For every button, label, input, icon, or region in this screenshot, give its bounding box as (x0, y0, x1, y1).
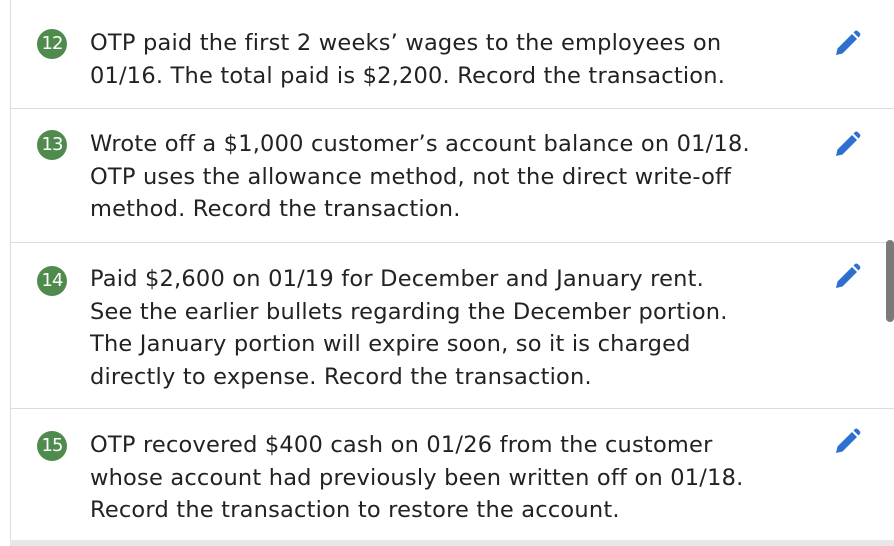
pencil-icon[interactable] (833, 428, 861, 456)
transaction-text: OTP recovered $400 cash on 01/26 from the customer whose account had previously been written off on 01/18. Record the transaction to restore the account. (90, 432, 744, 523)
scrollbar-thumb[interactable] (886, 240, 894, 322)
transaction-text: Paid $2,600 on 01/19 for December and January rent. See the earlier bullets regarding the December portion. The January portion will expire soon, so it is charged directly to expense. Record the transaction. (90, 266, 728, 390)
bottom-divider (10, 540, 894, 546)
step-number-badge: 15 (37, 431, 67, 461)
pencil-icon[interactable] (833, 263, 861, 291)
transaction-item-14 (11, 244, 894, 409)
step-number-badge: 12 (37, 29, 67, 59)
step-number-badge: 13 (37, 130, 67, 160)
transaction-text: Wrote off a $1,000 customer’s account balance on 01/18. OTP uses the allowance method, not the direct write-off method. Record the transaction. (90, 131, 750, 222)
transaction-list (10, 0, 894, 546)
step-number-badge: 14 (37, 266, 67, 296)
pencil-icon[interactable] (833, 30, 861, 58)
pencil-icon[interactable] (833, 131, 861, 159)
transaction-text: OTP paid the first 2 weeks’ wages to the employees on 01/16. The total paid is $2,200. Record the transaction. (90, 30, 726, 89)
transaction-item-15 (11, 410, 894, 546)
transaction-item-13 (11, 110, 894, 243)
transaction-item-12 (11, 0, 894, 109)
